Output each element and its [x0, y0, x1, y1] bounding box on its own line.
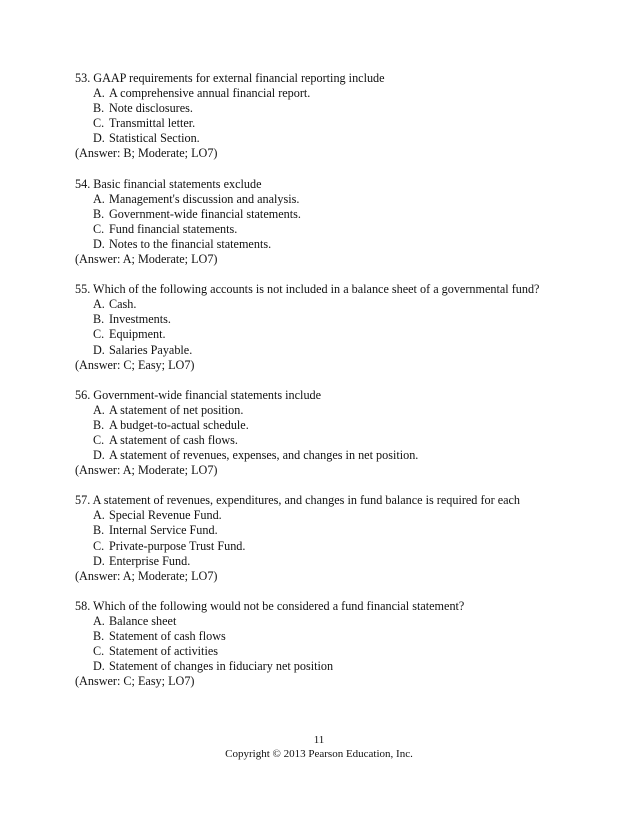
- option-c: [75, 222, 575, 237]
- option-letter: D.: [93, 342, 105, 357]
- question-stem: 54. Basic financial statements exclude: [75, 176, 262, 191]
- option-text: Statement of changes in fiduciary net position: [109, 659, 334, 674]
- question-58: [75, 599, 575, 690]
- option-letter: B.: [93, 523, 105, 538]
- question-stem: 56. Government-wide financial statements include: [75, 387, 322, 402]
- option-b: [75, 418, 575, 433]
- option-c: [75, 539, 575, 554]
- option-a: [75, 508, 575, 523]
- question-57: [75, 493, 575, 584]
- option-b: [75, 207, 575, 222]
- option-d: [75, 554, 575, 569]
- option-text: A budget-to-actual schedule.: [109, 417, 249, 432]
- question-54: [75, 177, 575, 268]
- option-letter: C.: [93, 327, 105, 342]
- answer-key: (Answer: A; Moderate; LO7): [75, 568, 218, 583]
- option-letter: A.: [93, 508, 105, 523]
- page-footer: [0, 733, 638, 761]
- option-c: [75, 116, 575, 131]
- question-56: [75, 388, 575, 479]
- question-53: [75, 71, 575, 162]
- option-d: [75, 343, 575, 358]
- option-letter: D.: [93, 659, 105, 674]
- answer-key: (Answer: A; Moderate; LO7): [75, 463, 218, 478]
- option-letter: B.: [93, 312, 105, 327]
- option-a: [75, 297, 575, 312]
- option-letter: B.: [93, 206, 105, 221]
- option-b: [75, 101, 575, 116]
- question-55: [75, 282, 575, 373]
- answer-key: (Answer: B; Moderate; LO7): [75, 146, 218, 161]
- option-d: [75, 237, 575, 252]
- option-d: [75, 131, 575, 146]
- option-d: [75, 448, 575, 463]
- option-text: Special Revenue Fund.: [109, 508, 222, 523]
- option-letter: C.: [93, 432, 105, 447]
- option-letter: C.: [93, 116, 105, 131]
- option-letter: D.: [93, 448, 105, 463]
- option-text: Cash.: [109, 297, 137, 312]
- question-stem: 58. Which of the following would not be considered a fund financial statement?: [75, 598, 465, 613]
- option-letter: A.: [93, 402, 105, 417]
- option-letter: A.: [93, 613, 105, 628]
- option-letter: A.: [93, 86, 105, 101]
- option-b: [75, 629, 575, 644]
- option-text: Internal Service Fund.: [109, 523, 218, 538]
- option-text: Enterprise Fund.: [109, 553, 191, 568]
- option-b: [75, 523, 575, 538]
- option-letter: B.: [93, 101, 105, 116]
- option-text: Private-purpose Trust Fund.: [109, 538, 246, 553]
- option-b: [75, 312, 575, 327]
- option-text: Notes to the financial statements.: [109, 236, 272, 251]
- answer-key: (Answer: C; Easy; LO7): [75, 674, 195, 689]
- option-a: [75, 614, 575, 629]
- option-text: Management's discussion and analysis.: [109, 191, 300, 206]
- option-a: [75, 86, 575, 101]
- option-text: Statistical Section.: [109, 131, 200, 146]
- option-text: Salaries Payable.: [109, 342, 193, 357]
- option-letter: D.: [93, 131, 105, 146]
- option-c: [75, 644, 575, 659]
- option-letter: D.: [93, 236, 105, 251]
- option-a: [75, 403, 575, 418]
- option-letter: C.: [93, 538, 105, 553]
- option-letter: A.: [93, 191, 105, 206]
- option-text: Equipment.: [109, 327, 166, 342]
- answer-key: (Answer: A; Moderate; LO7): [75, 252, 218, 267]
- option-text: A statement of revenues, expenses, and changes in net position.: [109, 448, 419, 463]
- question-list: [75, 71, 575, 704]
- option-text: A statement of net position.: [109, 402, 244, 417]
- copyright-notice: Copyright © 2013 Pearson Education, Inc.: [225, 748, 413, 760]
- option-letter: C.: [93, 644, 105, 659]
- option-text: Transmittal letter.: [109, 116, 196, 131]
- option-text: Note disclosures.: [109, 101, 193, 116]
- option-letter: A.: [93, 297, 105, 312]
- option-text: Fund financial statements.: [109, 221, 238, 236]
- page-number: 11: [313, 734, 325, 746]
- option-c: [75, 327, 575, 342]
- option-d: [75, 659, 575, 674]
- option-c: [75, 433, 575, 448]
- option-letter: C.: [93, 221, 105, 236]
- option-text: A statement of cash flows.: [109, 432, 238, 447]
- option-text: Balance sheet: [109, 613, 177, 628]
- option-text: Statement of activities: [109, 644, 218, 659]
- option-a: [75, 192, 575, 207]
- answer-key: (Answer: C; Easy; LO7): [75, 357, 195, 372]
- question-stem: 57. A statement of revenues, expenditures, and changes in fund balance is required for each: [75, 493, 521, 508]
- option-text: Government-wide financial statements.: [109, 206, 301, 221]
- option-text: A comprehensive annual financial report.: [109, 86, 311, 101]
- option-letter: D.: [93, 553, 105, 568]
- question-stem: 55. Which of the following accounts is not included in a balance sheet of a governmental fund?: [75, 282, 540, 297]
- option-text: Statement of cash flows: [109, 629, 226, 643]
- question-stem: 53. GAAP requirements for external financial reporting include: [75, 71, 385, 85]
- option-letter: B.: [93, 417, 105, 432]
- option-text: Investments.: [109, 312, 171, 327]
- option-letter: B.: [93, 629, 105, 643]
